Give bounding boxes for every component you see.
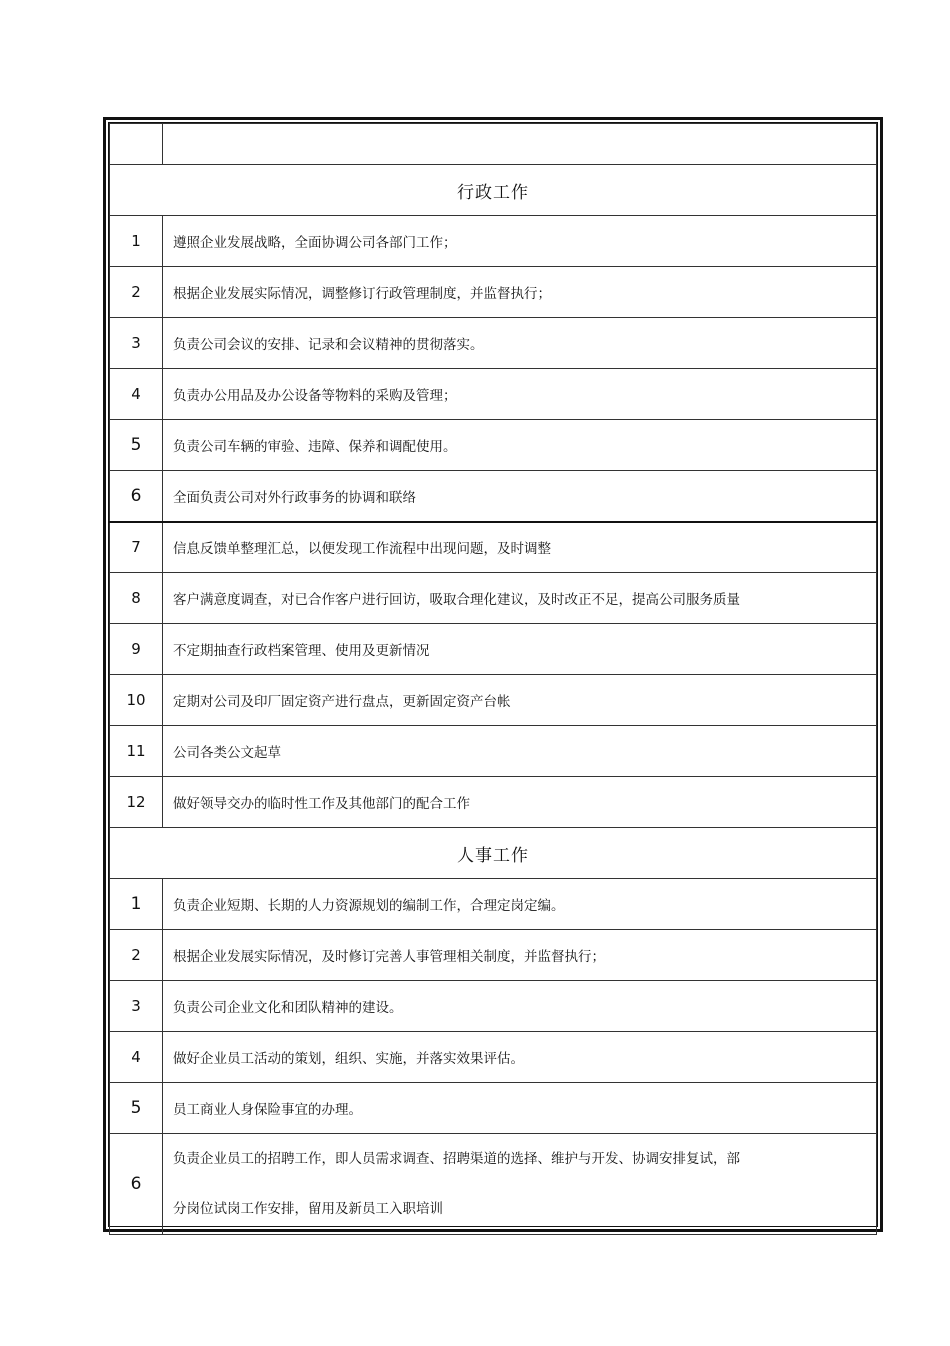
header-num-cell <box>110 124 163 165</box>
item-number: 2 <box>110 930 163 981</box>
item-text: 根据企业发展实际情况，调整修订行政管理制度，并监督执行； <box>163 267 877 318</box>
item-text: 负责公司会议的安排、记录和会议精神的贯彻落实。 <box>163 318 877 369</box>
table-row <box>110 318 877 369</box>
section-row-admin <box>110 165 877 216</box>
table-row <box>110 216 877 267</box>
item-text: 负责公司企业文化和团队精神的建设。 <box>163 981 877 1032</box>
table-row <box>110 879 877 930</box>
item-text: 做好领导交办的临时性工作及其他部门的配合工作 <box>163 777 877 828</box>
item-number: 12 <box>110 777 163 828</box>
item-number: 5 <box>110 1083 163 1134</box>
item-number: 6 <box>110 1134 163 1235</box>
item-text: 不定期抽查行政档案管理、使用及更新情况 <box>163 624 877 675</box>
section-title: 人事工作 <box>110 828 877 879</box>
item-text: 负责办公用品及办公设备等物料的采购及管理； <box>163 369 877 420</box>
item-text-line-1: 负责企业员工的招聘工作，即人员需求调查、招聘渠道的选择、维护与开发、协调安排复试，部 <box>173 1151 740 1167</box>
table-row <box>110 522 877 573</box>
item-text: 定期对公司及印厂固定资产进行盘点，更新固定资产台帐 <box>163 675 877 726</box>
table-row <box>110 369 877 420</box>
item-number: 4 <box>110 1032 163 1083</box>
item-text-multiline <box>163 1134 877 1235</box>
duty-table <box>109 123 877 1235</box>
section-title: 行政工作 <box>110 165 877 216</box>
table-inner-border <box>108 122 878 1227</box>
header-text-cell <box>163 124 877 165</box>
table-row <box>110 675 877 726</box>
table-row <box>110 267 877 318</box>
item-number: 7 <box>110 522 163 573</box>
table-row <box>110 1032 877 1083</box>
item-number: 2 <box>110 267 163 318</box>
item-text: 客户满意度调查，对已合作客户进行回访，吸取合理化建议，及时改正不足，提高公司服务质量 <box>163 573 877 624</box>
table-row <box>110 573 877 624</box>
item-number: 4 <box>110 369 163 420</box>
table-row <box>110 1083 877 1134</box>
item-text: 根据企业发展实际情况，及时修订完善人事管理相关制度，并监督执行； <box>163 930 877 981</box>
item-text: 员工商业人身保险事宜的办理。 <box>163 1083 877 1134</box>
table-row <box>110 624 877 675</box>
item-text: 负责公司车辆的审验、违障、保养和调配使用。 <box>163 420 877 471</box>
table-row <box>110 777 877 828</box>
item-text: 公司各类公文起草 <box>163 726 877 777</box>
item-number: 5 <box>110 420 163 471</box>
table-row <box>110 981 877 1032</box>
header-row <box>110 124 877 165</box>
item-number: 3 <box>110 981 163 1032</box>
item-number: 1 <box>110 879 163 930</box>
item-number: 6 <box>110 471 163 522</box>
item-text: 全面负责公司对外行政事务的协调和联络 <box>163 471 877 522</box>
item-number: 9 <box>110 624 163 675</box>
table-row <box>110 1134 877 1235</box>
item-number: 3 <box>110 318 163 369</box>
item-number: 10 <box>110 675 163 726</box>
table-frame <box>103 117 883 1232</box>
item-text-line-2: 分岗位试岗工作安排，留用及新员工入职培训 <box>173 1201 443 1217</box>
item-number: 8 <box>110 573 163 624</box>
table-row <box>110 471 877 522</box>
table-row <box>110 930 877 981</box>
item-text: 负责企业短期、长期的人力资源规划的编制工作，合理定岗定编。 <box>163 879 877 930</box>
item-text: 做好企业员工活动的策划，组织、实施，并落实效果评估。 <box>163 1032 877 1083</box>
item-text: 遵照企业发展战略，全面协调公司各部门工作； <box>163 216 877 267</box>
item-number: 1 <box>110 216 163 267</box>
table-row <box>110 420 877 471</box>
item-number: 11 <box>110 726 163 777</box>
table-row <box>110 726 877 777</box>
section-row-hr <box>110 828 877 879</box>
item-text: 信息反馈单整理汇总，以便发现工作流程中出现问题，及时调整 <box>163 522 877 573</box>
